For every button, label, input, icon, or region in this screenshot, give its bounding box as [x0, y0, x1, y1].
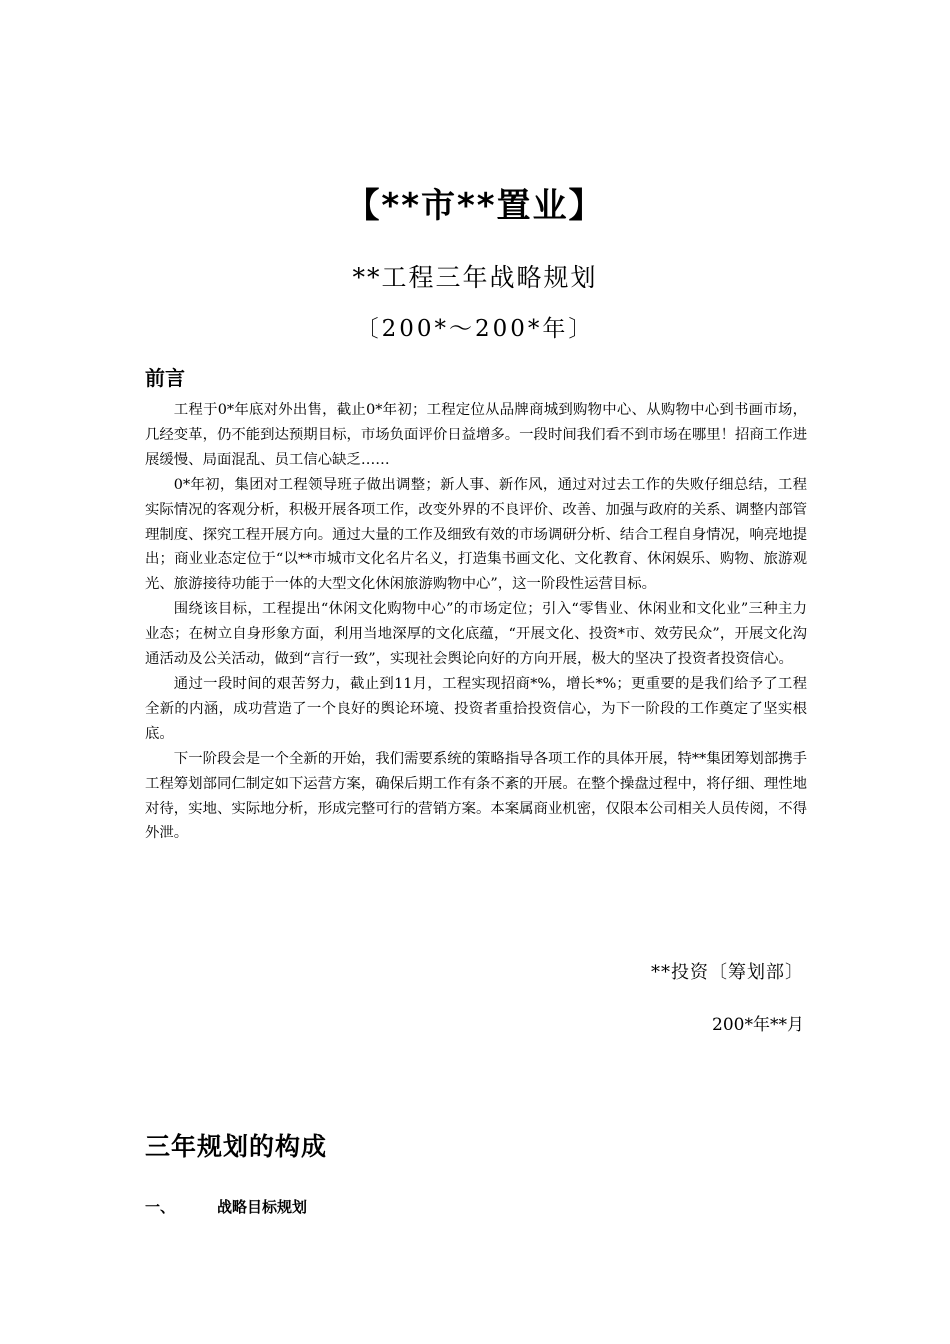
- preface-paragraph: 通过一段时间的艰苦努力，截止到11月，工程实现招商*%，增长*%；更重要的是我们给予了工程全新的内涵，成功营造了一个良好的舆论环境、投资者重拾投资信心，为下一阶段的工作奠定了坚实根底。: [145, 675, 807, 742]
- document-title: 【**市**置业】: [345, 186, 605, 226]
- document-subtitle: **工程三年战略规划: [352, 263, 598, 292]
- preface-heading: 前言: [145, 366, 185, 390]
- subsection-heading: [145, 1196, 307, 1217]
- signature-date: 200*年**月: [712, 1015, 804, 1035]
- preface-paragraph: 围绕该目标，工程提出“休闲文化购物中心”的市场定位；引入“零售业、休闲业和文化业”三种主力业态；在树立自身形象方面，利用当地深厚的文化底蕴，“开展文化、投资*市、效劳民众”，开展文化沟通活动及公关活动，做到“言行一致”，实现社会舆论向好的方向开展，极大的坚决了投资者投资信心。: [145, 601, 807, 668]
- planning-period: 〔200*～200*年〕: [355, 316, 595, 342]
- preface-paragraph: 0*年初，集团对工程领导班子做出调整；新人事、新作风，通过对过去工作的失败仔细总结，工程实际情况的客观分析，积极开展各项工作，改变外界的不良评价、改善、加强与政府的关系、调整内部管理制度、探究工程开展方向。通过大量的工作及细致有效的市场调研分析、结合工程自身情况，响亮地提出；商业业态定位于“以**市城市文化名片名义，打造集书画文化、文化教育、休闲娱乐、购物、旅游观光、旅游接待功能于一体的大型文化休闲旅游购物中心”，这一阶段性运营目标。: [145, 476, 807, 593]
- preface-paragraph: 工程于0*年底对外出售，截止0*年初；工程定位从品牌商城到购物中心、从购物中心到书画市场，几经变革，仍不能到达预期目标，市场负面评价日益增多。一段时间我们看不到市场在哪里！招商工作进展缓慢、局面混乱、员工信心缺乏……: [145, 402, 807, 468]
- preface-body: [145, 398, 807, 846]
- signature: **投资〔筹划部〕: [651, 962, 804, 983]
- preface-paragraph: 下一阶段会是一个全新的开始，我们需要系统的策略指导各项工作的具体开展，特**集团筹划部携手工程筹划部同仁制定如下运营方案，确保后期工作有条不紊的开展。在整个操盘过程中，将仔细、理性地对待，实地、实际地分析，形成完整可行的营销方案。本案属商业机密，仅限本公司相关人员传阅，不得外泄。: [145, 750, 807, 842]
- section-heading: 三年规划的构成: [145, 1132, 328, 1161]
- subsection-number: 一、: [145, 1198, 176, 1216]
- subsection-title: 战略目标规划: [217, 1198, 308, 1216]
